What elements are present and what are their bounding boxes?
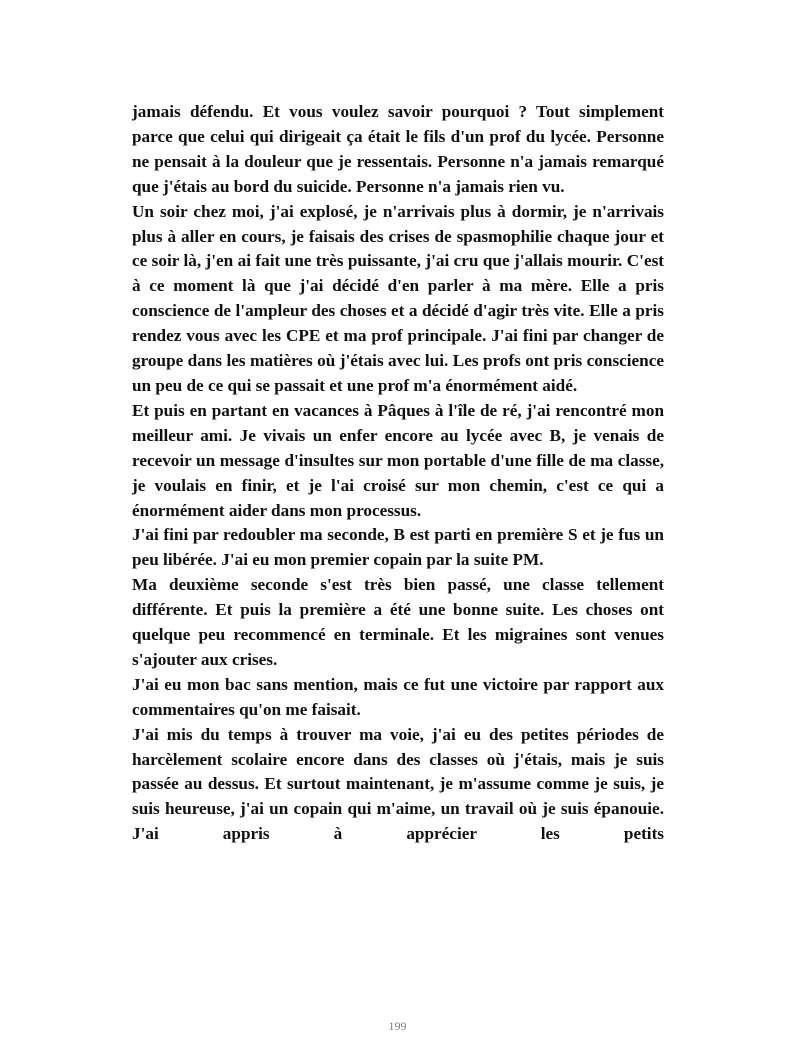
paragraph-2: Un soir chez moi, j'ai explosé, je n'arrivais plus à dormir, je n'arrivais plus à aller en cours, je faisais des crises de spasmophilie chaque jour et ce soir là, j'en ai fait une très puissante, j'ai cru que j'allais mourir. C'est à ce moment là que j'ai décidé d'en parler à ma mère. Elle a pris conscience de l'ampleur des choses et a décidé d'agir très vite. Elle a pris rendez vous avec les CPE et ma prof principale. J'ai fini par changer de groupe dans les matières où j'étais avec lui. Les profs ont pris conscience un peu de ce qui se passait et une prof m'a énormément aidé. [132, 201, 664, 395]
paragraph-3: Et puis en partant en vacances à Pâques à l'île de ré, j'ai rencontré mon meilleur ami. Je vivais un enfer encore au lycée avec B, je venais de recevoir un message d'insultes sur mon portable d'une fille de ma classe, je voulais en finir, et je l'ai croisé sur mon chemin, c'est ce qui a énormément aider dans mon processus. [132, 400, 664, 520]
body-text [132, 100, 664, 847]
page-number: 199 [388, 1019, 407, 1033]
paragraph-7: J'ai mis du temps à trouver ma voie, j'ai eu des petites périodes de harcèlement scolaire encore dans des classes où j'étais, mais je suis passée au dessus. Et surtout maintenant, je m'assume comme je suis, je suis heureuse, j'ai un copain qui m'aime, un travail où je suis épanouie. J'ai appris à apprécier les petits [132, 724, 664, 844]
paragraph-6: J'ai eu mon bac sans mention, mais ce fut une victoire par rapport aux commentaires qu'on me faisait. [132, 674, 664, 719]
paragraph-1: jamais défendu. Et vous voulez savoir pourquoi ? Tout simplement parce que celui qui dirigeait ça était le fils d'un prof du lycée. Personne ne pensait à la douleur que je ressentais. Personne n'a jamais remarqué que j'étais au bord du suicide. Personne n'a jamais rien vu. [132, 102, 664, 196]
paragraph-5: Ma deuxième seconde s'est très bien passé, une classe tellement différente. Et puis la première a été une bonne suite. Les choses ont quelque peu recommencé en terminale. Et les migraines sont venues s'ajouter aux crises. [132, 575, 664, 669]
paragraph-4: J'ai fini par redoubler ma seconde, B est parti en première S et je fus un peu libérée. J'ai eu mon premier copain par la suite PM. [132, 525, 664, 570]
